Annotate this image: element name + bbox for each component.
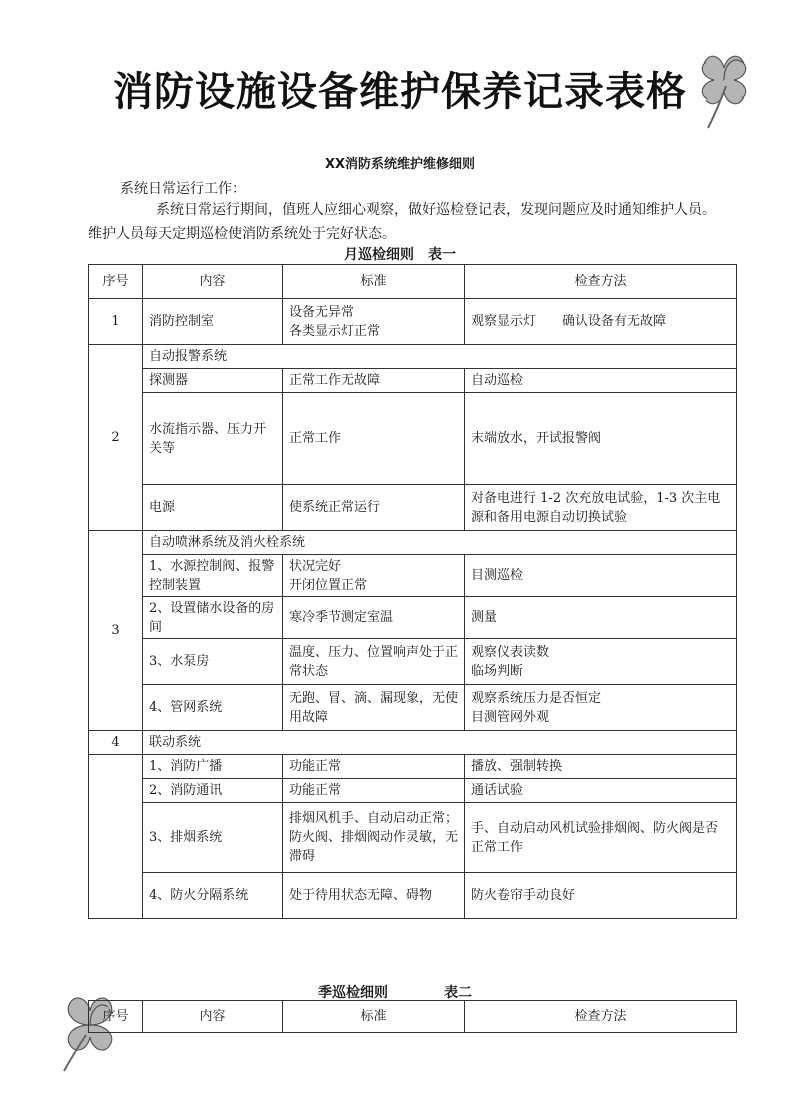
table2-caption-left: 季巡检细则 — [318, 985, 388, 1001]
row-standard: 功能正常 — [283, 755, 465, 779]
row-standard — [283, 555, 465, 597]
group-heading: 联动系统 — [143, 731, 737, 755]
intro-heading: 系统日常运行工作： — [120, 181, 246, 197]
group-heading: 自动喷淋系统及消火栓系统 — [143, 531, 737, 555]
row-method: 测量 — [465, 597, 737, 639]
table-row — [89, 393, 737, 485]
row-method: 目测巡检 — [465, 555, 737, 597]
table-row — [89, 779, 737, 803]
row-content: 4、防火分隔系统 — [143, 873, 283, 919]
table-row — [89, 299, 737, 345]
row-method: 通话试验 — [465, 779, 737, 803]
table-row — [89, 685, 737, 731]
table-row — [89, 639, 737, 685]
header-cell: 序号 — [89, 265, 143, 299]
row-content: 3、水泵房 — [143, 639, 283, 685]
row-standard — [283, 299, 465, 345]
method-line: 观察仪表读数 — [471, 644, 550, 660]
page-title: 消防设施设备维护保养记录表格 — [113, 69, 687, 115]
table-header-row — [89, 1001, 737, 1033]
row-standard: 正常工作 — [283, 393, 465, 485]
monthly-inspection-table — [88, 264, 737, 919]
row-number: 4 — [89, 731, 143, 755]
standard-line: 开闭位置正常 — [289, 577, 368, 593]
row-standard: 寒冷季节测定室温 — [283, 597, 465, 639]
table-header-row — [89, 265, 737, 299]
row-number: 2 — [89, 345, 143, 531]
row-content: 电源 — [143, 485, 283, 531]
row-standard: 温度、压力、位置响声处于正常状态 — [283, 639, 465, 685]
standard-line: 状况完好 — [289, 558, 342, 574]
header-cell: 序号 — [89, 1001, 143, 1033]
table2-caption — [318, 982, 528, 1002]
row-standard: 正常工作无故障 — [283, 369, 465, 393]
row-method: 防火卷帘手动良好 — [465, 873, 737, 919]
table-row — [89, 531, 737, 555]
row-number-blank — [89, 755, 143, 919]
row-standard: 使系统正常运行 — [283, 485, 465, 531]
row-content: 2、设置储水设备的房间 — [143, 597, 283, 639]
row-content: 消防控制室 — [143, 299, 283, 345]
header-cell: 内容 — [143, 265, 283, 299]
table-row — [89, 731, 737, 755]
method-line: 目测管网外观 — [471, 709, 550, 725]
standard-line: 设备无异常 — [289, 304, 355, 320]
header-cell: 内容 — [143, 1001, 283, 1033]
group-heading: 自动报警系统 — [143, 345, 737, 369]
row-method — [465, 685, 737, 731]
row-content: 2、消防通讯 — [143, 779, 283, 803]
row-number: 3 — [89, 531, 143, 731]
row-content: 3、排烟系统 — [143, 803, 283, 873]
row-content: 水流指示器、压力开关等 — [143, 393, 283, 485]
row-method: 自动巡检 — [465, 369, 737, 393]
row-content: 探测器 — [143, 369, 283, 393]
table-row — [89, 803, 737, 873]
table-row — [89, 555, 737, 597]
row-content: 1、消防广播 — [143, 755, 283, 779]
intro-paragraph: 系统日常运行期间，值班人应细心观察，做好巡检登记表，发现问题应及时通知维护人员。维护人员每天定期巡检使消防系统处于完好状态。 — [88, 202, 716, 242]
document-subtitle: XX消防系统维护维修细则 — [324, 157, 476, 172]
method-line: 临场判断 — [471, 663, 524, 679]
table-row — [89, 345, 737, 369]
header-cell: 检查方法 — [465, 1001, 737, 1033]
row-method — [465, 639, 737, 685]
row-method: 手、自动启动风机试验排烟阀、防火阀是否正常工作 — [465, 803, 737, 873]
row-method: 观察显示灯 确认设备有无故障 — [465, 299, 737, 345]
row-standard: 排烟风机手、自动启动正常；防火阀、排烟阀动作灵敏，无滞碍 — [283, 803, 465, 873]
row-content: 1、水源控制阀、报警控制装置 — [143, 555, 283, 597]
row-standard: 无跑、冒、滴、漏现象，无使用故障 — [283, 685, 465, 731]
table-row — [89, 485, 737, 531]
table-row — [89, 369, 737, 393]
row-method: 对备电进行 1-2 次充放电试验，1-3 次主电源和备用电源自动切换试验 — [465, 485, 737, 531]
header-cell: 检查方法 — [465, 265, 737, 299]
row-method: 末端放水，开试报警阀 — [465, 393, 737, 485]
row-standard: 功能正常 — [283, 779, 465, 803]
table1-caption: 月巡检细则 表一 — [344, 247, 456, 263]
table2-caption-right: 表二 — [444, 985, 472, 1001]
header-cell: 标准 — [283, 265, 465, 299]
row-content: 4、管网系统 — [143, 685, 283, 731]
row-number: 1 — [89, 299, 143, 345]
quarterly-inspection-table — [88, 1000, 737, 1033]
table-row — [89, 873, 737, 919]
method-line: 观察系统压力是否恒定 — [471, 690, 602, 706]
header-cell: 标准 — [283, 1001, 465, 1033]
table-row — [89, 597, 737, 639]
standard-line: 各类显示灯正常 — [289, 323, 381, 339]
row-method: 播放、强制转换 — [465, 755, 737, 779]
row-standard: 处于待用状态无障、碍物 — [283, 873, 465, 919]
table-row — [89, 755, 737, 779]
